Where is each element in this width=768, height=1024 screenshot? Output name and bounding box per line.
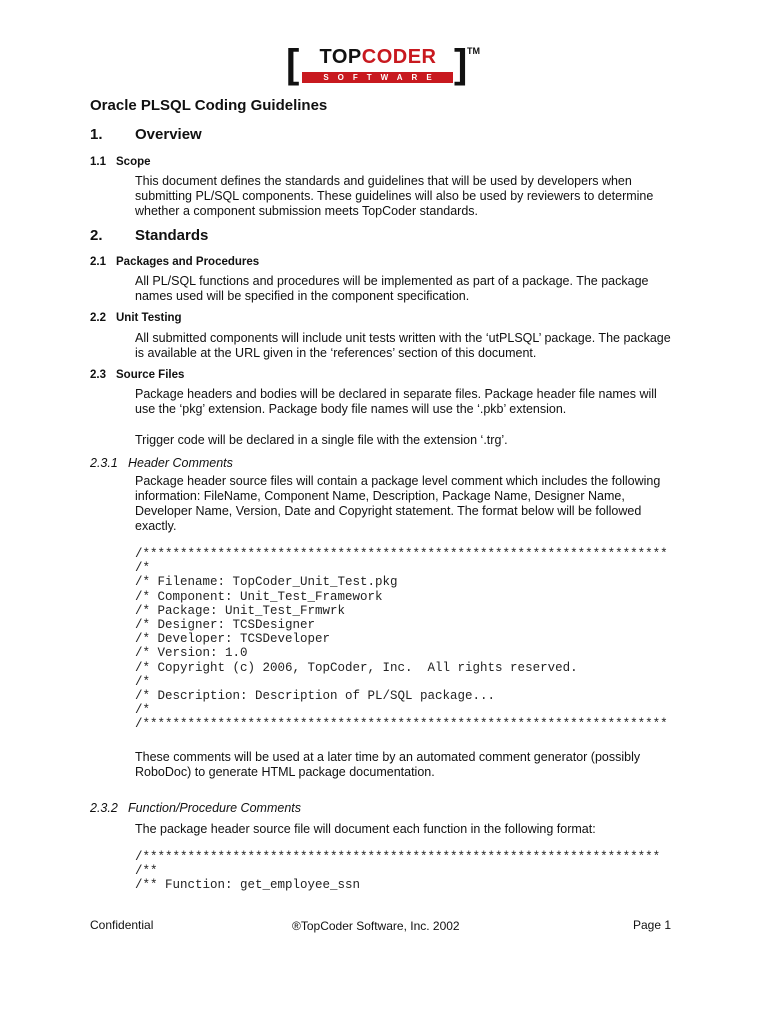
paragraph-trigger-code: Trigger code will be declared in a single file with the extension ‘.trg’.: [135, 433, 508, 447]
heading-source-files: [90, 369, 184, 381]
paragraph-packages: All PL/SQL functions and procedures will be implemented as part of a package. The package names used will be specified in the component specification.: [135, 274, 649, 303]
paragraph-unit-testing: All submitted components will include unit tests written with the ‘utPLSQL’ package. The package is available at the URL given in the ‘references’ section of this document.: [135, 331, 671, 360]
heading-standards: [90, 227, 208, 244]
heading-function-comments: [90, 801, 301, 815]
code-function-comment: /********************************************************************* /** /** Function: get_employee_ssn: [135, 850, 661, 893]
topcoder-logo: [286, 44, 486, 86]
logo-software-band: SOFTWARE: [302, 72, 453, 83]
heading-scope: [90, 156, 151, 168]
heading-text: Unit Testing: [116, 312, 182, 324]
paragraph-source-files: Package headers and bodies will be declared in separate files. Package header file names will use the ‘pkg’ extension. Package body file names will use the ‘.pkb’ extension.: [135, 387, 657, 416]
heading-number: 2.: [90, 227, 103, 244]
heading-text: Standards: [135, 227, 209, 244]
document-title: Oracle PLSQL Coding Guidelines: [90, 97, 328, 114]
paragraph-comment-generator: These comments will be used at a later time by an automated comment generator (possibly RoboDoc) to generate HTML package documentation.: [135, 750, 641, 779]
heading-number: 2.3.1: [90, 456, 118, 470]
heading-packages: [90, 256, 259, 268]
code-header-comment: /********************************************************************** /* /* Filename: TopCoder_Unit_Test.pkg /* Component: Unit_Test_Framework /* Package: Unit_Test_Frmwrk /* Designer: TCSDesigner /* Developer: TCSDeveloper /* Version: 1.0 /* Copyright (c) 2006, TopCoder, Inc. All rights reserved. /* /* Description: Description of PL/SQL package... /* /**********************************************************************: [135, 547, 668, 732]
logo-bracket-left: [: [286, 42, 300, 86]
paragraph-scope: This document defines the standards and guidelines that will be used by developers when submitting PL/SQL components. These guidelines will also be used by reviewers to determine whether a component submission meets TopCoder standards.: [135, 174, 654, 218]
logo-word-top: TOP: [319, 46, 362, 68]
logo-word-coder: CODER: [361, 46, 437, 68]
heading-unit-testing: [90, 312, 182, 324]
heading-text: Function/Procedure Comments: [128, 801, 301, 815]
heading-number: 2.1: [90, 256, 106, 268]
paragraph-function-comments: The package header source file will document each function in the following format:: [135, 822, 596, 836]
heading-overview: [90, 126, 202, 143]
heading-text: Header Comments: [128, 456, 233, 470]
heading-number: 1.1: [90, 156, 106, 168]
heading-text: Source Files: [116, 369, 185, 381]
heading-number: 1.: [90, 126, 103, 143]
heading-number: 2.3.2: [90, 801, 118, 815]
logo-wordmark: [303, 46, 453, 69]
paragraph-header-comments: Package header source files will contain a package level comment which includes the following information: FileName, Component Name, Description, Package Name, Designer Name, Developer Name, Version, Date and Copyright statement. The format below will be followed exactly.: [135, 474, 661, 533]
footer-page-number: Page 1: [633, 918, 672, 932]
heading-header-comments: [90, 456, 233, 470]
heading-text: Scope: [116, 156, 151, 168]
heading-number: 2.2: [90, 312, 106, 324]
footer-copyright: ®TopCoder Software, Inc. 2002: [292, 919, 460, 933]
footer-confidential: Confidential: [90, 918, 154, 932]
logo-trademark: TM: [467, 46, 480, 56]
heading-text: Overview: [135, 126, 202, 143]
heading-text: Packages and Procedures: [116, 256, 260, 268]
heading-number: 2.3: [90, 369, 106, 381]
logo-bracket-right: ]: [454, 42, 468, 86]
